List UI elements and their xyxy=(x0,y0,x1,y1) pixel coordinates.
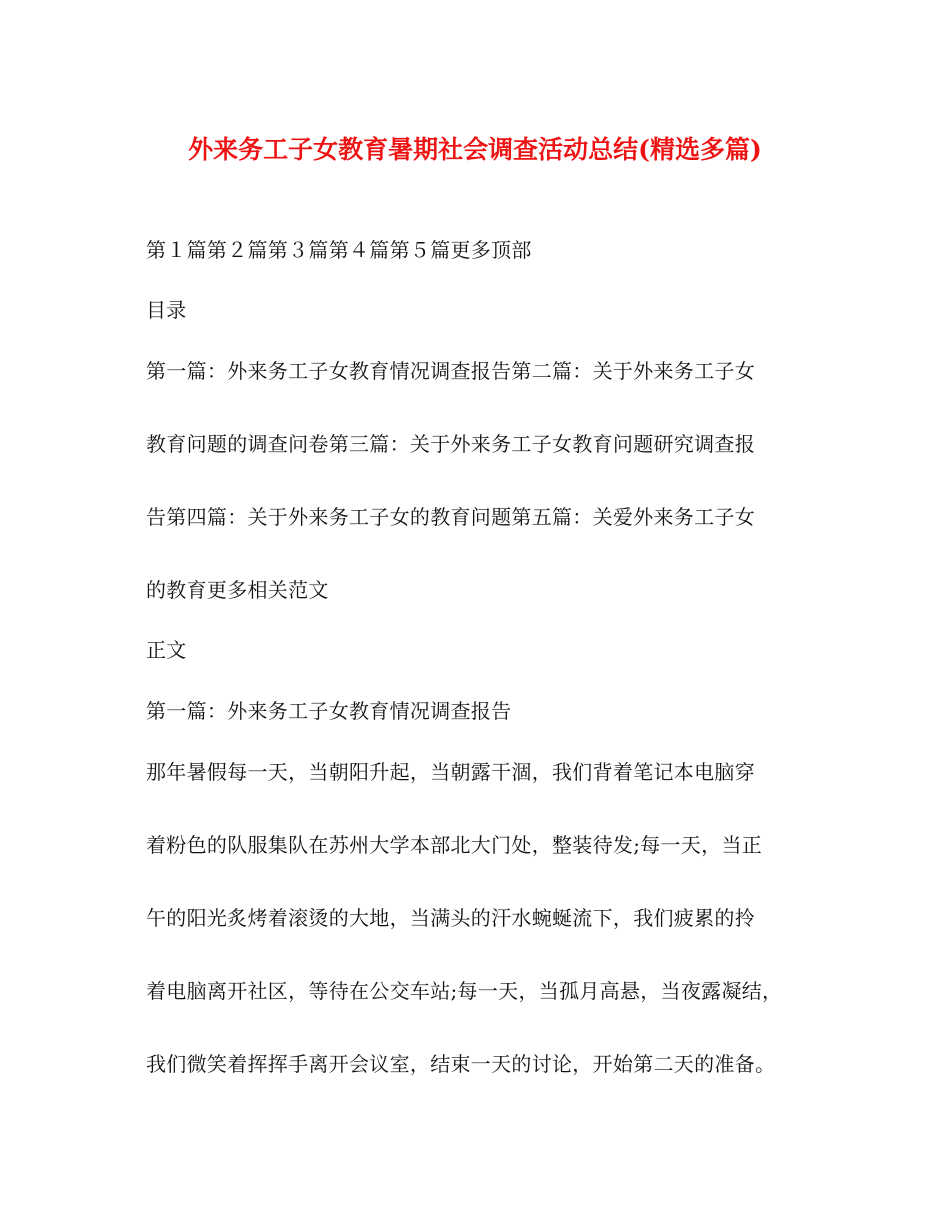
toc-line: 第一篇：外来务工子女教育情况调查报告第二篇：关于外来务工子女 xyxy=(146,359,755,383)
section-nav-links[interactable]: 第１篇第２篇第３篇第４篇第５篇更多顶部 xyxy=(146,238,532,262)
paragraph-line: 我们微笑着挥挥手离开会议室，结束一天的讨论，开始第二天的准备。 xyxy=(146,1052,776,1076)
body-heading: 正文 xyxy=(146,638,187,662)
toc-line: 教育问题的调查问卷第三篇：关于外来务工子女教育问题研究调查报 xyxy=(146,432,755,456)
toc-heading: 目录 xyxy=(146,298,187,322)
section-heading: 第一篇：外来务工子女教育情况调查报告 xyxy=(146,699,512,723)
toc-line: 告第四篇：关于外来务工子女的教育问题第五篇：关爱外来务工子女 xyxy=(146,505,755,529)
paragraph-line: 着粉色的队服集队在苏州大学本部北大门处，整装待发;每一天，当正 xyxy=(146,833,763,857)
document-title: 外来务工子女教育暑期社会调查活动总结(精选多篇) xyxy=(188,135,762,164)
paragraph-line: 着电脑离开社区，等待在公交车站;每一天，当孤月高悬，当夜露凝结， xyxy=(146,979,783,1003)
paragraph-line: 午的阳光炙烤着滚烫的大地，当满头的汗水蜿蜒流下，我们疲累的拎 xyxy=(146,906,755,930)
toc-line: 的教育更多相关范文 xyxy=(146,578,329,602)
paragraph-line: 那年暑假每一天，当朝阳升起，当朝露干涸，我们背着笔记本电脑穿 xyxy=(146,760,755,784)
